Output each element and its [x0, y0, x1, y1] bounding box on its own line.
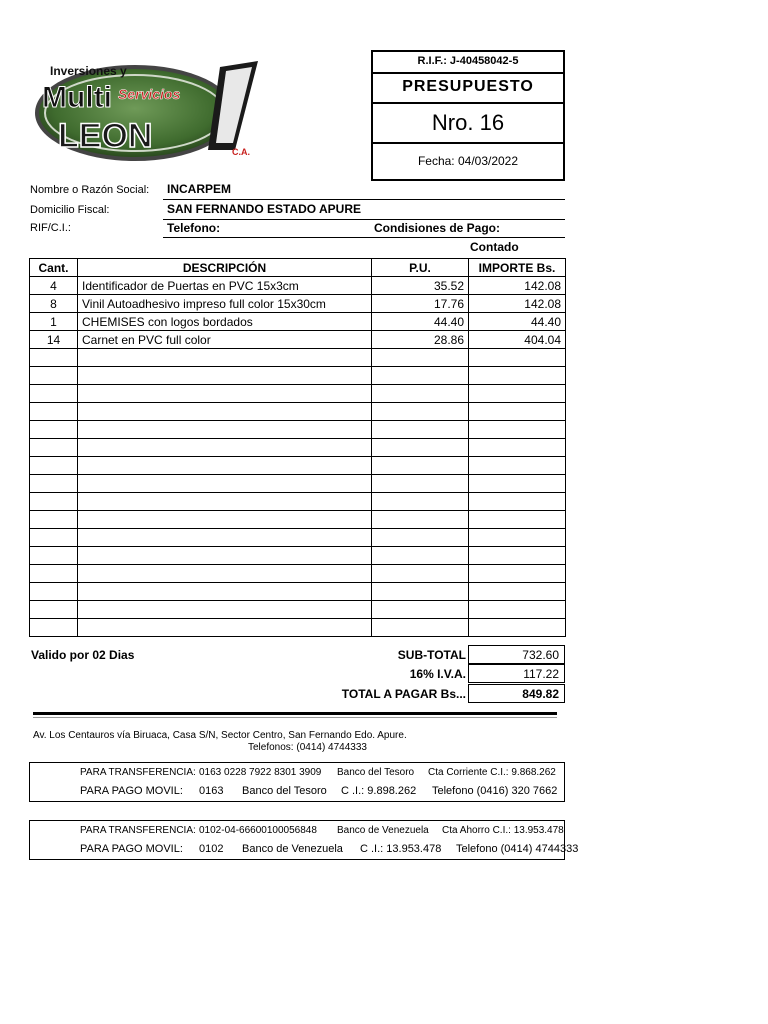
table-row	[30, 529, 566, 547]
cell-qty: 4	[30, 277, 78, 295]
cell-unit-price	[372, 619, 469, 637]
footer-divider	[33, 712, 557, 715]
cell-qty	[30, 547, 78, 565]
client-name-label: Nombre o Razón Social:	[30, 184, 150, 196]
table-row	[30, 475, 566, 493]
items-table	[29, 258, 566, 637]
cell-amount	[469, 439, 566, 457]
cell-description	[78, 565, 372, 583]
client-name-value: INCARPEM	[167, 182, 232, 196]
cell-unit-price	[372, 601, 469, 619]
cell-qty	[30, 439, 78, 457]
company-phones: Telefonos: (0414) 4744333	[248, 742, 367, 753]
cell-qty	[30, 529, 78, 547]
cell-unit-price	[372, 457, 469, 475]
cell-description: CHEMISES con logos bordados	[78, 313, 372, 331]
cell-amount	[469, 619, 566, 637]
movil-label: PARA PAGO MOVIL:	[80, 785, 183, 797]
client-rif-label: RIF/C.I.:	[30, 222, 71, 234]
table-row	[30, 439, 566, 457]
subtotal-label: SUB-TOTAL	[397, 648, 466, 662]
table-row	[30, 547, 566, 565]
cell-description	[78, 439, 372, 457]
iva-value: 117.22	[468, 664, 565, 683]
cell-description	[78, 583, 372, 601]
cell-qty	[30, 601, 78, 619]
cell-amount: 142.08	[469, 277, 566, 295]
cell-amount: 44.40	[469, 313, 566, 331]
cell-qty	[30, 367, 78, 385]
table-row	[30, 349, 566, 367]
svg-text:Servicios: Servicios	[118, 86, 181, 102]
movil-bank-code: 0163	[199, 785, 224, 797]
divider	[163, 199, 565, 200]
transfer-account: 0102-04-66600100056848	[199, 825, 317, 836]
cell-qty	[30, 457, 78, 475]
payment-conditions-value: Contado	[470, 240, 519, 254]
cell-unit-price	[372, 349, 469, 367]
cell-description	[78, 547, 372, 565]
client-address-label: Domicilio Fiscal:	[30, 204, 110, 216]
cell-amount: 404.04	[469, 331, 566, 349]
company-rif: R.I.F.: J-40458042-5	[373, 52, 563, 74]
transfer-account-type: Cta Corriente C.I.: 9.868.262	[428, 767, 556, 778]
transfer-label: PARA TRANSFERENCIA:	[80, 825, 196, 836]
iva-label: 16% I.V.A.	[409, 667, 466, 681]
svg-text:LEON: LEON	[58, 117, 153, 155]
cell-unit-price	[372, 493, 469, 511]
column-header-description: DESCRIPCIÓN	[78, 259, 372, 277]
payment-conditions-label: Condisiones de Pago:	[374, 221, 501, 235]
column-header-unit-price: P.U.	[372, 259, 469, 277]
cell-amount	[469, 385, 566, 403]
cell-description: Vinil Autoadhesivo impreso full color 15x30cm	[78, 295, 372, 313]
total-label: TOTAL A PAGAR Bs...	[341, 687, 466, 701]
company-logo	[30, 55, 270, 167]
cell-unit-price	[372, 367, 469, 385]
svg-text:Inversiones y: Inversiones y	[50, 64, 127, 78]
cell-unit-price: 17.76	[372, 295, 469, 313]
quote-date: Fecha: 04/03/2022	[417, 154, 519, 168]
cell-amount	[469, 475, 566, 493]
cell-unit-price: 35.52	[372, 277, 469, 295]
cell-qty	[30, 511, 78, 529]
movil-bank: Banco del Tesoro	[242, 785, 327, 797]
cell-description	[78, 385, 372, 403]
client-phone-label: Telefono:	[167, 221, 221, 235]
table-row	[30, 295, 566, 313]
cell-unit-price	[372, 421, 469, 439]
cell-description	[78, 475, 372, 493]
cell-description	[78, 421, 372, 439]
table-row	[30, 313, 566, 331]
cell-amount	[469, 349, 566, 367]
cell-amount	[469, 367, 566, 385]
cell-description: Identificador de Puertas en PVC 15x3cm	[78, 277, 372, 295]
movil-ci: C .I.: 13.953.478	[360, 843, 442, 855]
cell-amount	[469, 565, 566, 583]
table-row	[30, 565, 566, 583]
cell-qty	[30, 493, 78, 511]
cell-description	[78, 367, 372, 385]
cell-qty: 8	[30, 295, 78, 313]
cell-unit-price: 44.40	[372, 313, 469, 331]
cell-qty	[30, 385, 78, 403]
cell-unit-price	[372, 583, 469, 601]
cell-qty	[30, 475, 78, 493]
transfer-label: PARA TRANSFERENCIA:	[80, 767, 196, 778]
cell-amount	[469, 421, 566, 439]
quote-number: Nro. 16	[373, 104, 563, 144]
cell-description	[78, 511, 372, 529]
table-row	[30, 277, 566, 295]
table-row	[30, 403, 566, 421]
cell-description	[78, 493, 372, 511]
cell-amount	[469, 547, 566, 565]
table-row	[30, 619, 566, 637]
cell-qty	[30, 619, 78, 637]
cell-qty	[30, 421, 78, 439]
cell-qty	[30, 349, 78, 367]
table-row	[30, 511, 566, 529]
cell-unit-price	[372, 529, 469, 547]
cell-description	[78, 403, 372, 421]
transfer-account-type: Cta Ahorro C.I.: 13.953.478	[442, 825, 564, 836]
client-address-value: SAN FERNANDO ESTADO APURE	[167, 202, 362, 216]
cell-unit-price: 28.86	[372, 331, 469, 349]
column-header-amount: IMPORTE Bs.	[469, 259, 566, 277]
table-row	[30, 583, 566, 601]
cell-qty: 1	[30, 313, 78, 331]
bank-info-box-2	[29, 820, 579, 860]
cell-unit-price	[372, 565, 469, 583]
quote-header-box	[371, 50, 565, 181]
cell-unit-price	[372, 403, 469, 421]
cell-amount	[469, 511, 566, 529]
movil-phone: Telefono (0414) 4744333	[456, 843, 579, 855]
movil-bank-code: 0102	[199, 843, 224, 855]
cell-description	[78, 601, 372, 619]
table-row	[30, 457, 566, 475]
transfer-bank: Banco del Tesoro	[337, 767, 415, 778]
validity-note: Valido por 02 Dias	[31, 648, 135, 662]
cell-description: Carnet en PVC full color	[78, 331, 372, 349]
cell-amount	[469, 601, 566, 619]
subtotal-value: 732.60	[468, 645, 565, 664]
table-row	[30, 493, 566, 511]
cell-qty	[30, 583, 78, 601]
cell-unit-price	[372, 511, 469, 529]
column-header-qty: Cant.	[30, 259, 78, 277]
transfer-bank: Banco de Venezuela	[337, 825, 429, 836]
cell-amount	[469, 529, 566, 547]
cell-description	[78, 619, 372, 637]
cell-unit-price	[372, 385, 469, 403]
company-address: Av. Los Centauros vía Biruaca, Casa S/N, Sector Centro, San Fernando Edo. Apure.	[33, 730, 407, 741]
document-title: PRESUPUESTO	[373, 72, 563, 104]
movil-bank: Banco de Venezuela	[242, 843, 343, 855]
cell-description	[78, 529, 372, 547]
cell-unit-price	[372, 475, 469, 493]
table-header-row	[30, 259, 566, 277]
divider	[163, 219, 565, 220]
cell-unit-price	[372, 547, 469, 565]
cell-amount: 142.08	[469, 295, 566, 313]
table-row	[30, 385, 566, 403]
cell-qty	[30, 565, 78, 583]
cell-description	[78, 349, 372, 367]
svg-text:C.A.: C.A.	[232, 147, 250, 157]
table-row	[30, 331, 566, 349]
svg-text:Multi: Multi	[42, 81, 112, 114]
cell-amount	[469, 403, 566, 421]
total-value: 849.82	[468, 684, 565, 703]
cell-amount	[469, 493, 566, 511]
transfer-account: 0163 0228 7922 8301 3909	[199, 767, 322, 778]
cell-qty	[30, 403, 78, 421]
cell-amount	[469, 457, 566, 475]
footer-divider-thin	[33, 717, 557, 718]
divider	[163, 237, 565, 238]
movil-phone: Telefono (0416) 320 7662	[432, 785, 558, 797]
cell-description	[78, 457, 372, 475]
table-row	[30, 367, 566, 385]
table-row	[30, 601, 566, 619]
movil-ci: C .I.: 9.898.262	[341, 785, 417, 797]
cell-qty: 14	[30, 331, 78, 349]
movil-label: PARA PAGO MOVIL:	[80, 843, 183, 855]
bank-info-box-1	[29, 762, 565, 802]
cell-amount	[469, 583, 566, 601]
table-row	[30, 421, 566, 439]
cell-unit-price	[372, 439, 469, 457]
